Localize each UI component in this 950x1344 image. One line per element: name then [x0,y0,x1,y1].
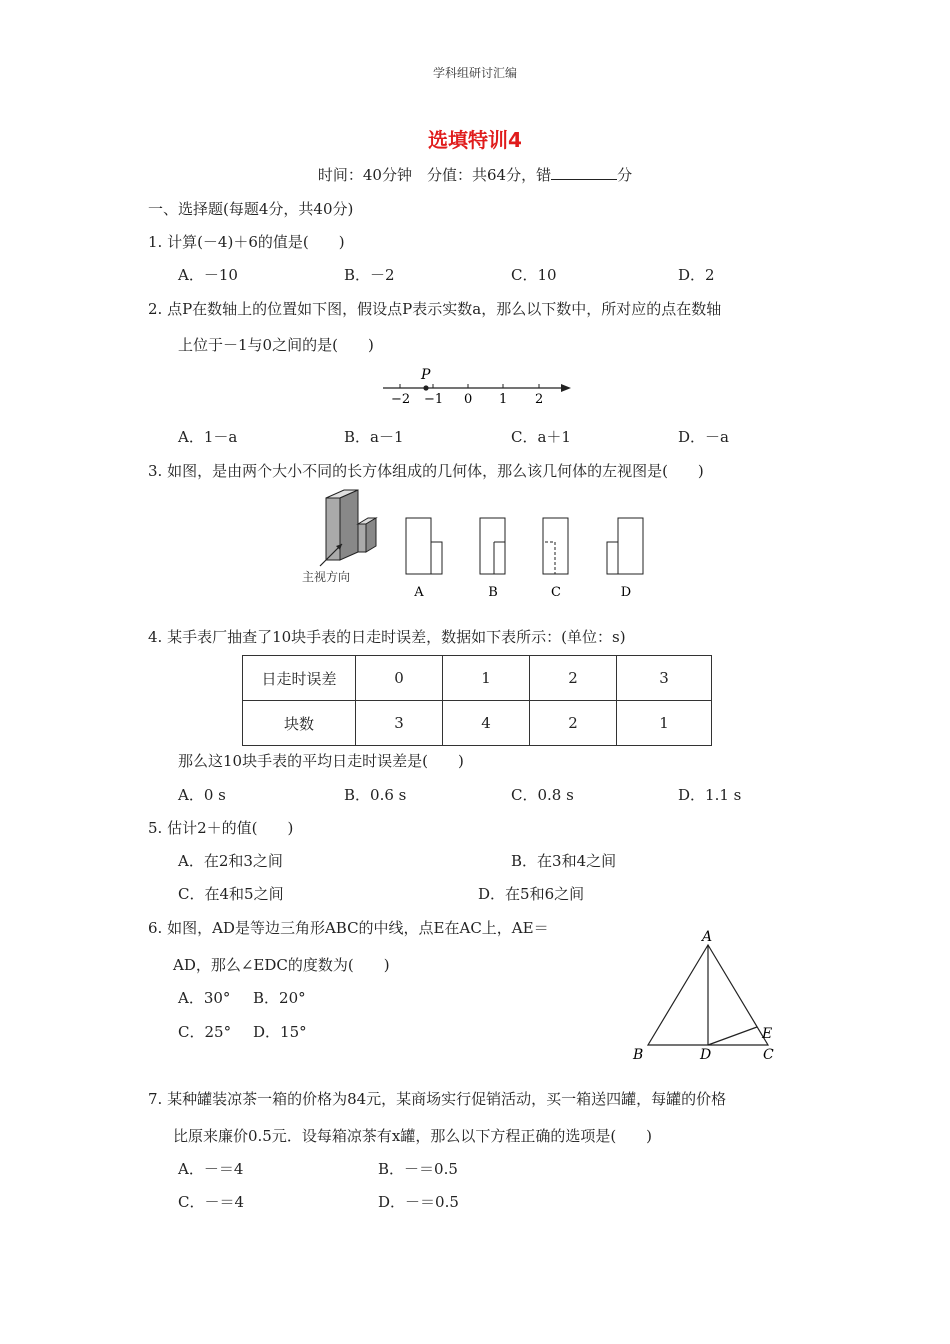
tick-label: 2 [535,392,544,407]
vertex-c-label: C [763,1047,774,1063]
q6-option-c: C．25° [178,1023,232,1041]
table-cell: 块数 [243,701,356,746]
table-cell: 日走时误差 [243,656,356,701]
q4-option-d: D．1.1 s [678,786,742,804]
subtitle-text: 时间：40分钟 分值：共64分，错 [317,166,552,184]
q6-option-b: B．20° [253,989,306,1007]
q5-option-d: D．在5和6之间 [478,885,585,903]
q6-option-a: A．30° [178,989,231,1007]
q2-option-c: C．a＋1 [511,428,571,446]
tick-label: 0 [464,392,473,407]
subtitle [0,164,950,185]
q1-option-a: A．－10 [178,266,238,284]
table-cell: 0 [356,656,443,701]
q7-option-b: B．－＝0.5 [378,1160,458,1178]
q3-figure [296,488,656,603]
q2-option-a: A．1－a [178,428,238,446]
q7-stem-line2: 比原来廉价0.5元．设每箱凉茶有x罐，那么以下方程正确的选项是( ) [173,1127,653,1145]
vertex-a-label: A [702,929,713,945]
point-e-label: E [762,1026,773,1042]
q4-option-b: B．0.6 s [344,786,407,804]
q3-view-c [543,518,568,574]
q4-stem-line2: 那么这10块手表的平均日走时误差是( ) [178,752,464,770]
table-row [243,701,712,746]
q7-stem-line1: 7. 某种罐装凉茶一箱的价格为84元，某商场实行促销活动，买一箱送四罐，每罐的价格 [148,1090,727,1108]
table-cell: 1 [443,656,530,701]
point-p-label: P [421,367,431,383]
vertex-b-label: B [633,1047,644,1063]
q7-option-d: D．－＝0.5 [378,1193,459,1211]
page-title: 选填特训4 [428,128,522,152]
q5-option-b: B．在3和4之间 [511,852,617,870]
q3-view-d [607,518,643,574]
q6-stem-line1: 6. 如图，AD是等边三角形ABC的中线，点E在AC上，AE＝ [148,919,549,937]
q1-stem: 1. 计算(－4)＋6的值是( ) [148,233,345,251]
q3-view-a [406,518,442,574]
table-cell: 2 [530,701,617,746]
page-header: 学科组研讨汇编 [432,66,517,80]
q1-option-c: C．10 [511,266,557,284]
q7-option-c: C．－＝4 [178,1193,245,1211]
q2-stem-line2: 上位于－1与0之间的是( ) [178,336,374,354]
q4-stem: 4. 某手表厂抽查了10块手表的日走时误差，数据如下表所示：(单位：s) [148,628,626,646]
q6-stem-line2: AD，那么∠EDC的度数为( ) [173,956,390,974]
tick-label: 1 [499,392,508,407]
number-line-figure [375,365,575,410]
table-row [243,656,712,701]
q3-label-c: C [551,585,561,600]
table-cell: 2 [530,656,617,701]
q5-option-a: A．在2和3之间 [178,852,283,870]
q1-option-b: B．－2 [344,266,395,284]
subtitle-unit: 分 [617,166,633,184]
point-p [423,385,428,390]
q3-label-a: A [414,585,424,600]
number-line-arrow [561,384,571,392]
q3-label-d: D [620,585,632,600]
triangle-figure [628,925,788,1067]
q2-stem-line1: 2. 点P在数轴上的位置如下图，假设点P表示实数a，那么以下数中，所对应的点在数轴 [148,300,722,318]
table-cell: 3 [617,656,712,701]
solid-figure [326,490,376,560]
q3-label-b: B [488,585,498,600]
q2-option-d: D．－a [678,428,729,446]
q4-option-c: C．0.8 s [511,786,574,804]
q1-option-d: D．2 [678,266,715,284]
section-heading: 一、选择题(每题4分，共40分) [148,200,354,218]
q3-stem: 3. 如图，是由两个大小不同的长方体组成的几何体，那么该几何体的左视图是( ) [148,462,704,480]
q4-option-a: A．0 s [178,786,226,804]
q5-stem: 5. 估计2＋的值( ) [148,819,294,837]
table-cell: 3 [356,701,443,746]
score-blank [551,165,617,180]
tick-label: −2 [391,392,411,407]
table-cell: 4 [443,701,530,746]
q3-view-b [480,518,505,574]
view-direction-label: 主视方向 [302,570,351,584]
q5-option-c: C．在4和5之间 [178,885,284,903]
q6-option-d: D．15° [253,1023,307,1041]
point-d-label: D [700,1047,712,1063]
q2-option-b: B．a－1 [344,428,404,446]
q7-option-a: A．－＝4 [178,1160,244,1178]
segment-de [708,1027,757,1045]
error-table [242,655,712,746]
tick-label: −1 [424,392,444,407]
table-cell: 1 [617,701,712,746]
